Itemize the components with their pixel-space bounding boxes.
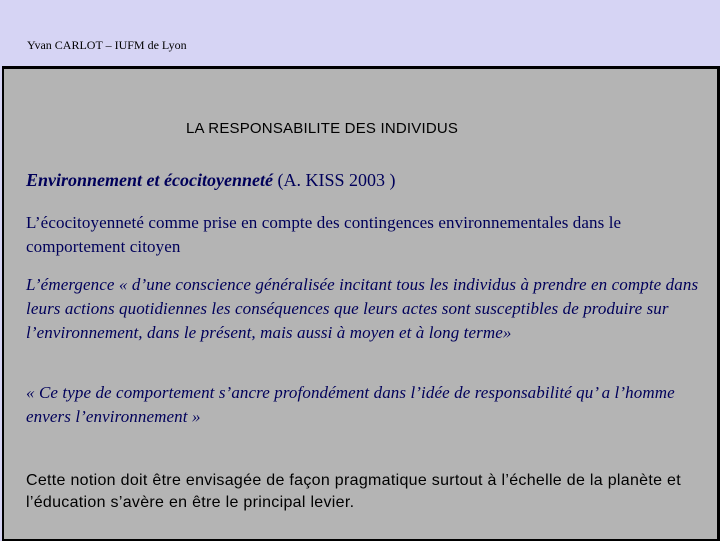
quote-behaviour: « Ce type de comportement s’ancre profondément dans l’idée de responsabilité qu’ a l’homme envers l’environnement » [26, 383, 675, 426]
subtitle [26, 170, 706, 191]
definition-text: L’écocitoyenneté comme prise en compte des contingences environnementales dans le comportement citoyen [26, 213, 622, 256]
quote-emergence: L’émergence « d’une conscience généralisée incitant tous les individus à prendre en compte dans leurs actions quotidiennes les conséquences que leurs actes sont susceptibles de produire sur l’environnement, dans le présent, mais aussi à moyen et à long terme» [26, 275, 699, 342]
conclusion-text: Cette notion doit être envisagée de façon pragmatique surtout à l’échelle de la planète et l’éducation s’avère en être le principal levier. [26, 472, 681, 511]
author-credit: Yvan CARLOT – IUFM de Lyon [27, 38, 187, 52]
subtitle-emphasis: Environnement et écocitoyenneté [26, 170, 273, 190]
subtitle-reference: (A. KISS 2003 ) [272, 170, 396, 190]
slide-title: LA RESPONSABILITE DES INDIVIDUS [186, 120, 459, 137]
content-panel [2, 66, 720, 541]
